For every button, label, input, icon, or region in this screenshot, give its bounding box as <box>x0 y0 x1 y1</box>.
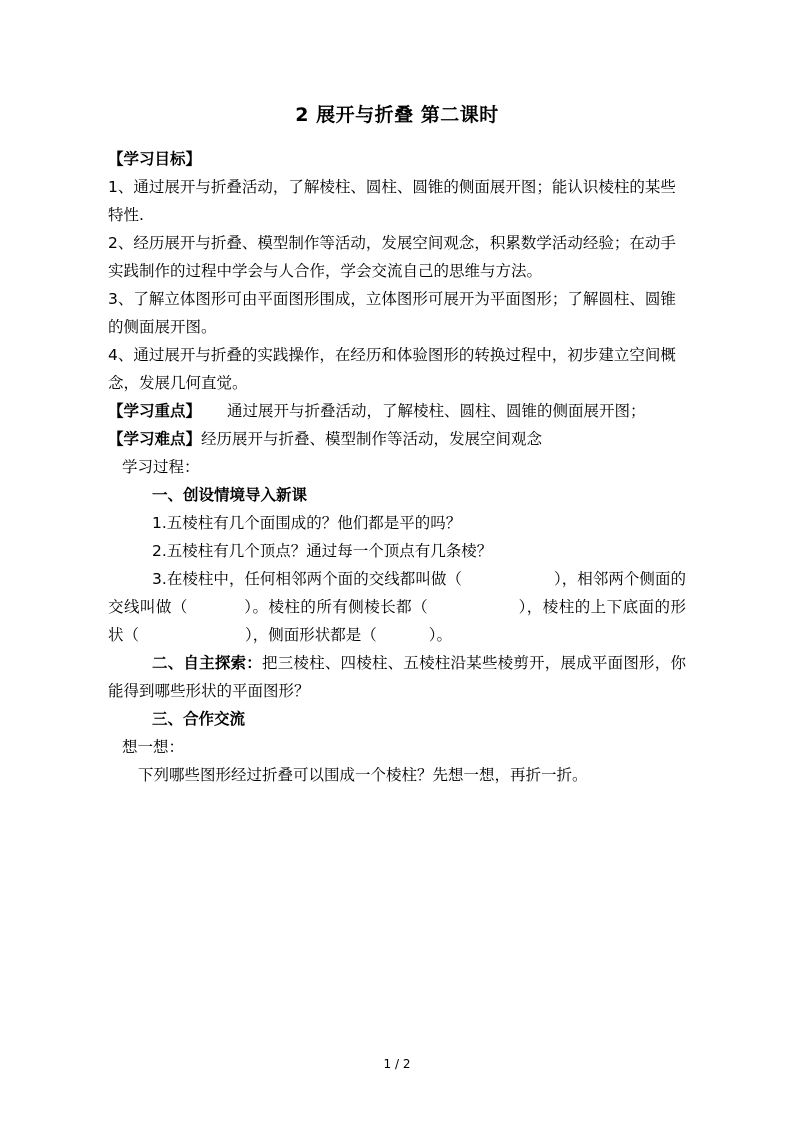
question-3 <box>108 565 686 649</box>
question-3-seg-3: ）。棱柱的所有侧棱长都（ <box>243 598 429 616</box>
question-3-seg-2: ），相邻两个侧面的交线叫做（ <box>108 570 686 616</box>
learning-goal-item-3: 3、了解立体图形可由平面图形围成，立体图形可展开为平面图形；了解圆柱、圆锥的侧面展开图。 <box>108 290 676 336</box>
question-1: 1.五棱柱有几个面围成的？他们都是平的吗？ <box>152 514 462 532</box>
question-3-seg-6: ）。 <box>428 626 453 644</box>
think-label: 想一想： <box>122 738 185 756</box>
key-point-text: 通过展开与折叠活动，了解棱柱、圆柱、圆锥的侧面展开图； <box>227 402 646 420</box>
learning-goal-item-2: 2、经历展开与折叠、模型制作等活动，发展空间观念，积累数学活动经验；在动手实践制作的过程中学会与人合作，学会交流自己的思维与方法。 <box>108 234 676 280</box>
key-point-heading: 【学习重点】 <box>108 402 202 420</box>
difficulty-line <box>108 425 686 453</box>
page-footer <box>0 1057 794 1071</box>
think-text: 下列哪些图形经过折叠可以围成一个棱柱？先想一想，再折一折。 <box>138 766 588 784</box>
part2-heading: 二、自主探索： <box>152 654 262 672</box>
question-2: 2.五棱柱有几个顶点？通过每一个顶点有几条棱？ <box>152 542 493 560</box>
part3-heading: 三、合作交流 <box>152 710 246 728</box>
part2-block <box>108 649 686 705</box>
question-3-seg-5: ），侧面形状都是（ <box>245 626 377 644</box>
page-title: 2 展开与折叠 第二课时 <box>295 104 499 126</box>
learning-goals-heading <box>108 145 686 173</box>
difficulty-heading: 【学习难点】 <box>108 430 202 448</box>
difficulty-text: 经历展开与折叠、模型制作等活动，发展空间观念 <box>201 430 543 448</box>
process-label: 学习过程： <box>122 458 200 476</box>
learning-goal-item-1: 1、通过展开与折叠活动，了解棱柱、圆柱、圆锥的侧面展开图；能认识棱柱的某些特性. <box>108 178 676 224</box>
learning-goal-item-4: 4、通过展开与折叠的实践操作，在经历和体验图形的转换过程中，初步建立空间概念，发展几何直觉。 <box>108 346 676 392</box>
question-3-seg-4: ），棱柱的上下底面的形状（ <box>108 598 686 644</box>
question-3-seg-1: 3.在棱柱中，任何相邻两个面的交线都叫做（ <box>152 570 462 588</box>
page-number: 1 / 2 <box>383 1057 411 1071</box>
part1-heading: 一、创设情境导入新课 <box>152 486 308 504</box>
document-body <box>108 0 686 789</box>
learning-goals-heading-text: 【学习目标】 <box>108 150 202 168</box>
key-point-line <box>108 397 686 425</box>
part2-text: 把三棱柱、四棱柱、五棱柱沿某些棱剪开，展成平面图形，你能得到哪些形状的平面图形？ <box>108 654 686 700</box>
